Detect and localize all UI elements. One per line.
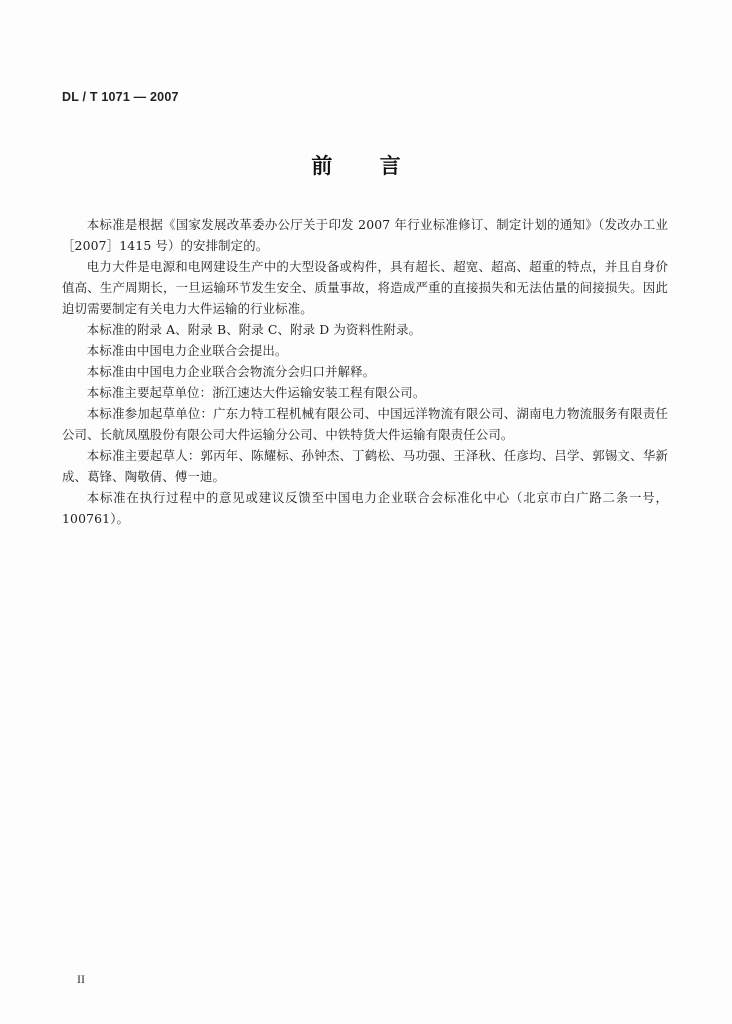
paragraph-participating-units: 本标准参加起草单位：广东力特工程机械有限公司、中国远洋物流有限公司、湖南电力物流服务有限责任公司、长航凤凰股份有限公司大件运输分公司、中铁特货大件运输有限责任公司。 <box>62 406 668 442</box>
paragraph-proposer: 本标准由中国电力企业联合会提出。 <box>86 343 288 358</box>
page-number: II <box>77 972 85 986</box>
paragraph-background: 电力大件是电源和电网建设生产中的大型设备或构件，具有超长、超宽、超高、超重的特点，并且自身价值高、生产周期长，一旦运输环节发生安全、质量事故，将造成严重的直接损失和无法估量的间接损失。因此迫切需要制定有关电力大件运输的行业标准。 <box>62 259 668 316</box>
standard-code: DL / T 1071 — 2007 <box>62 90 179 104</box>
paragraph-basis: 本标准是根据《国家发展改革委办公厅关于印发 2007 年行业标准修订、制定计划的通知》（发改办工业［2007］1415 号）的安排制定的。 <box>62 217 668 253</box>
foreword-body <box>62 214 668 529</box>
paragraph-appendix: 本标准的附录 A、附录 B、附录 C、附录 D 为资料性附录。 <box>86 322 422 337</box>
paragraph-management: 本标准由中国电力企业联合会物流分会归口并解释。 <box>86 364 376 379</box>
page-title: 前 言 <box>311 154 421 178</box>
paragraph-main-drafter-unit: 本标准主要起草单位：浙江速达大件运输安装工程有限公司。 <box>86 385 426 400</box>
paragraph-drafters: 本标准主要起草人：郭丙年、陈耀标、孙钟杰、丁鹤松、马功强、王泽秋、任彦均、吕学、郭锡文、华新成、葛锋、陶敬倩、傅一迪。 <box>62 448 668 484</box>
paragraph-feedback: 本标准在执行过程中的意见或建议反馈至中国电力企业联合会标准化中心（北京市白广路二条一号，100761）。 <box>62 490 668 526</box>
